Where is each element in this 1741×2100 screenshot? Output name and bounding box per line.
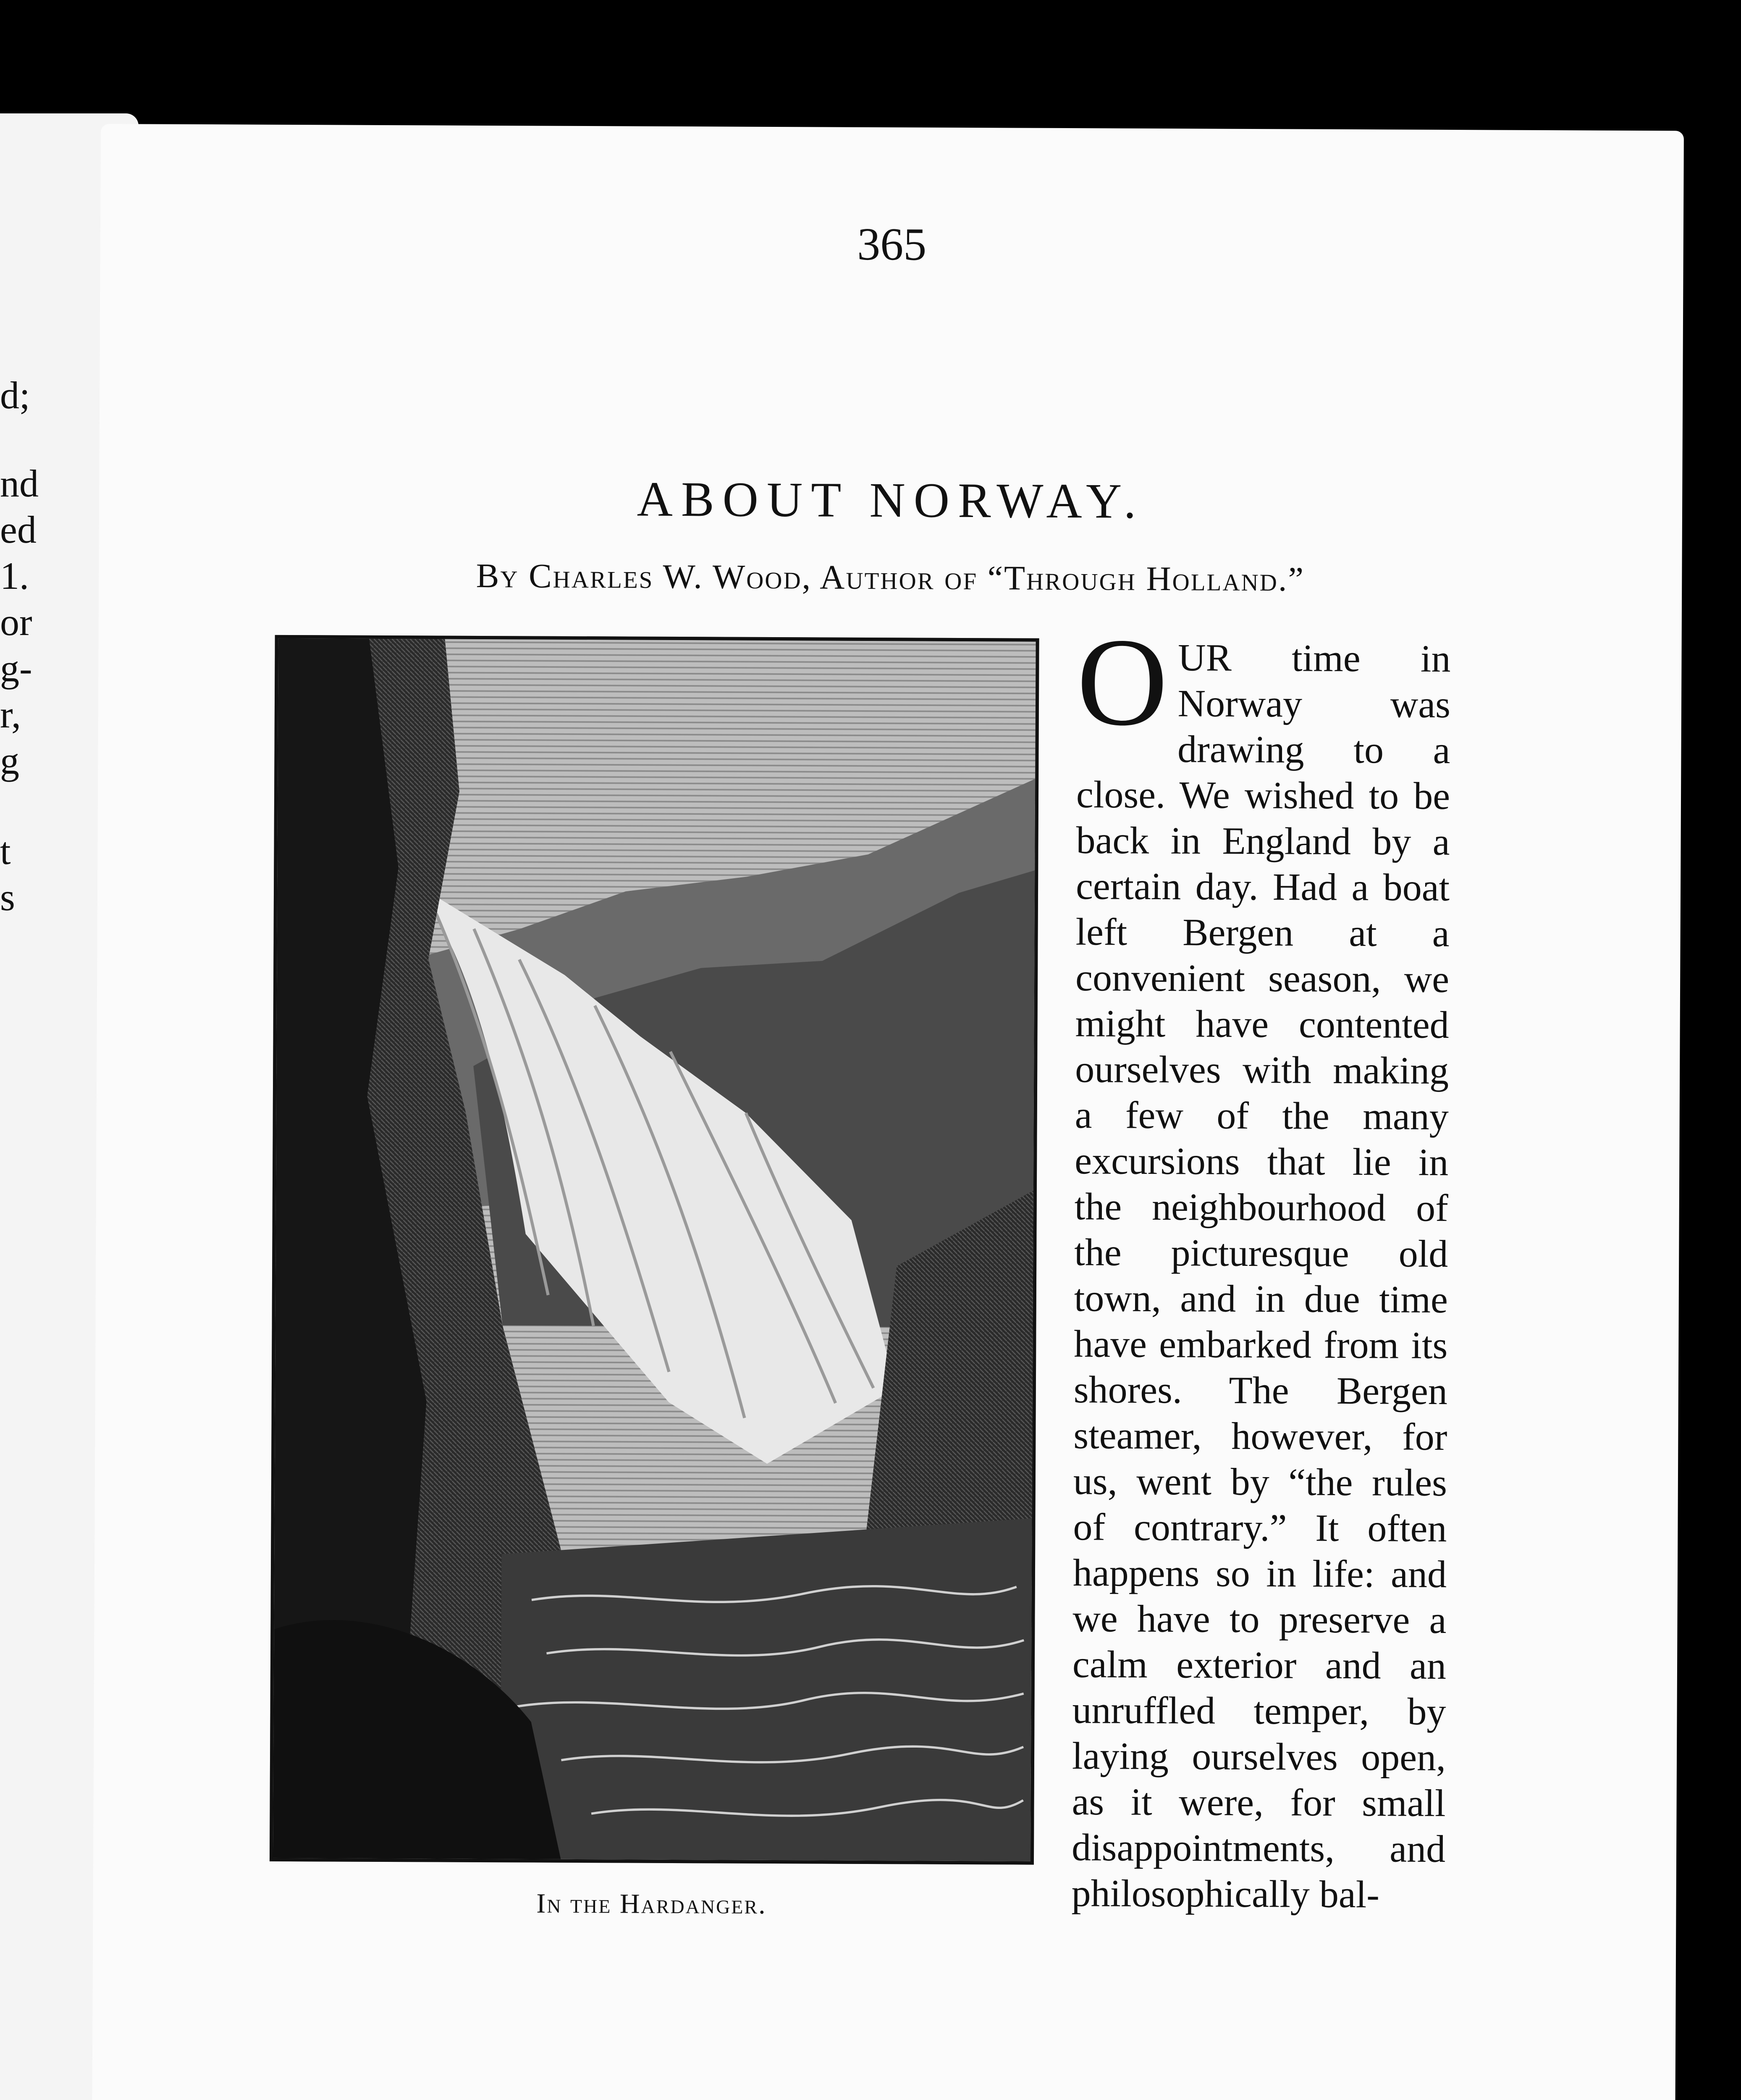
left-page-fragment: g- <box>0 647 32 690</box>
left-page-fragment: or <box>0 601 32 643</box>
left-page-fragment: ed <box>0 508 37 551</box>
left-page-fragment: d; <box>0 374 30 417</box>
waterfall-illustration <box>273 638 1036 1861</box>
left-page-fragment: nd <box>0 462 39 505</box>
left-page-fragment: r, <box>0 693 21 736</box>
waterfall-engraving <box>270 635 1039 1865</box>
article-byline: By Charles W. Wood, Author of “Through Holland.” <box>476 556 1305 598</box>
page-number: 365 <box>857 218 927 270</box>
book-page <box>89 124 1684 2100</box>
left-page-fragment: t <box>0 830 11 872</box>
article-column-text <box>1071 612 1451 1918</box>
article-title: ABOUT NORWAY. <box>637 471 1145 529</box>
left-page-fragment: s <box>0 876 15 919</box>
left-page-fragment: g <box>0 739 19 782</box>
illustration-caption: In the Hardanger. <box>536 1888 767 1920</box>
column-body: UR time in Norway was drawing to a close. We wished to be back in England by a certain day. Had a boat left Bergen at a convenient season, we might have contented ourselves with making a few of the many excursions that lie in the neighbourhood of the picturesque old town, and in due time have embarked from its shores. The Bergen steamer, however, for us, went by “the rules of contrary.” It often happens so in life: and we have to preserve a calm exterior and an unruffled temper, by laying ourselves open, as it were, for small disappointments, and philosophically bal- <box>1071 636 1451 1916</box>
left-page-fragment: 1. <box>0 554 29 597</box>
drop-cap: O <box>1076 612 1168 752</box>
